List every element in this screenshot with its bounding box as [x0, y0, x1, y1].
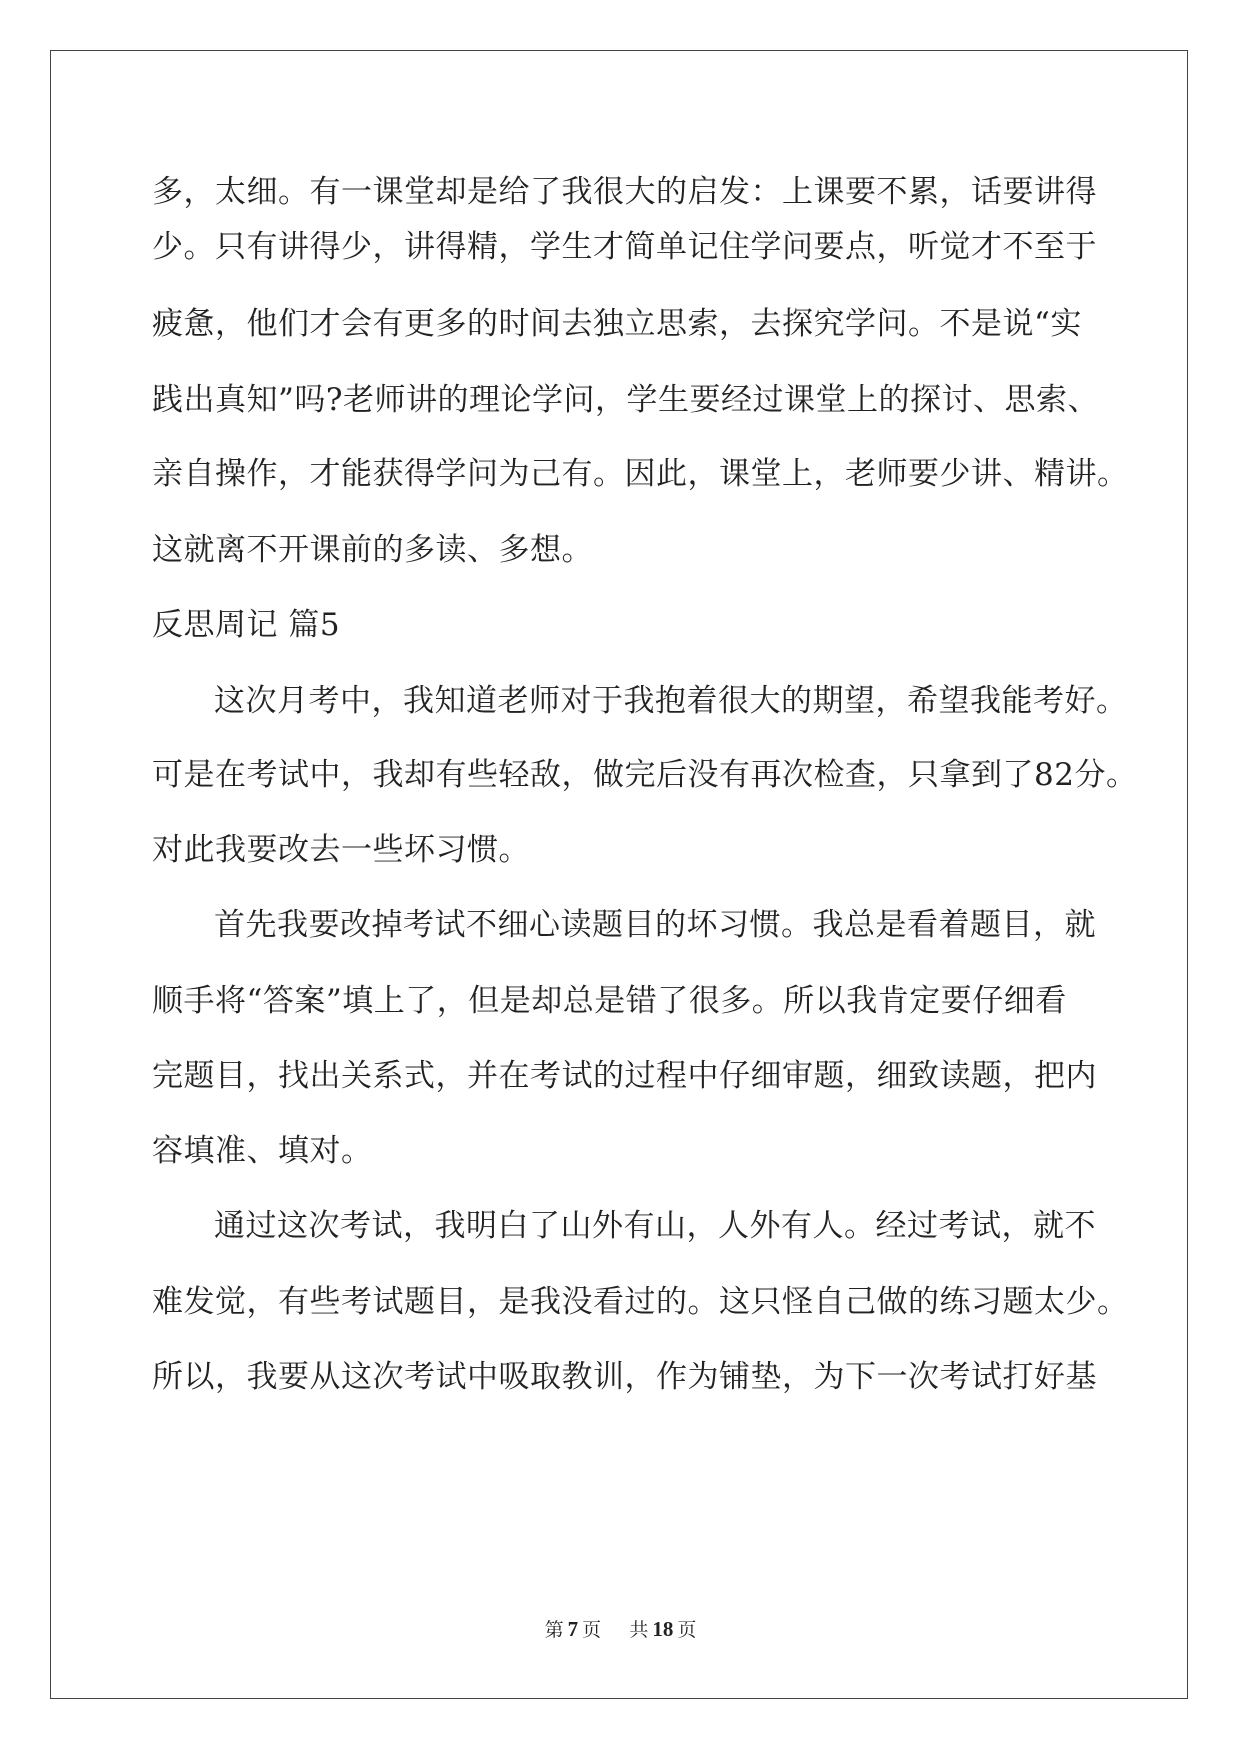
- paragraph-line: 完题目，找出关系式，并在考试的过程中仔细审题，细致读题，把内: [152, 1058, 1097, 1094]
- paragraph-line: 容填准、填对。: [152, 1133, 373, 1169]
- section-heading: 反思周记 篇5: [152, 607, 341, 643]
- paragraph-line: 践出真知”吗?老师讲的理论学问，学生要经过课堂上的探讨、思索、: [152, 382, 1099, 418]
- total-pages: 18: [652, 1617, 674, 1641]
- paragraph-line: 难发觉，有些考试题目，是我没看过的。这只怪自己做的练习题太少。: [152, 1284, 1129, 1320]
- page-footer: [0, 1617, 1241, 1642]
- page-prefix: 第: [544, 1619, 564, 1641]
- paragraph-line: 这次月考中，我知道老师对于我抱着很大的期望，希望我能考好。: [214, 683, 1128, 719]
- paragraph-line: 可是在考试中，我却有些轻敌，做完后没有再次检查，只拿到了82分。: [152, 757, 1138, 793]
- page-frame: [50, 50, 1188, 1699]
- page-number: 7: [567, 1617, 579, 1641]
- paragraph-line: 顺手将“答案”填上了，但是却总是错了很多。所以我肯定要仔细看: [152, 983, 1067, 1019]
- paragraph-line: 对此我要改去一些坏习惯。: [152, 832, 530, 868]
- paragraph-line: 首先我要改掉考试不细心读题目的坏习惯。我总是看着题目，就: [214, 907, 1096, 943]
- page-suffix: 页: [582, 1619, 602, 1641]
- paragraph-line: 所以，我要从这次考试中吸取教训，作为铺垫，为下一次考试打好基: [152, 1359, 1097, 1395]
- paragraph-line: 少。只有讲得少，讲得精，学生才简单记住学问要点，听觉才不至于: [152, 229, 1097, 265]
- paragraph-line: 疲惫，他们才会有更多的时间去独立思索，去探究学问。不是说“实: [152, 306, 1082, 342]
- paragraph-line: 亲自操作，才能获得学问为己有。因此，课堂上，老师要少讲、精讲。: [152, 456, 1129, 492]
- paragraph-line: 这就离不开课前的多读、多想。: [152, 532, 593, 568]
- total-prefix: 共: [629, 1619, 649, 1641]
- paragraph-line: 通过这次考试，我明白了山外有山，人外有人。经过考试，就不: [214, 1208, 1096, 1244]
- total-suffix: 页: [677, 1619, 697, 1641]
- paragraph-line: 多，太细。有一课堂却是给了我很大的启发：上课要不累，话要讲得: [152, 174, 1097, 210]
